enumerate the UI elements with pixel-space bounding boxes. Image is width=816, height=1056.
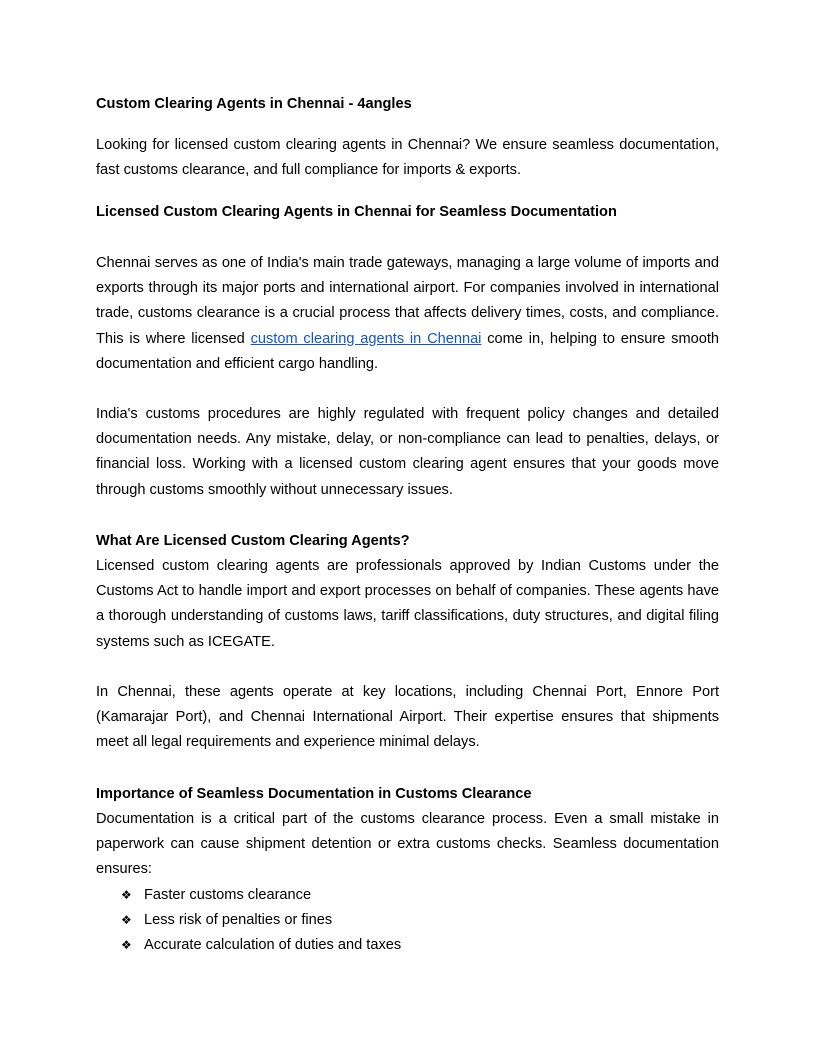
custom-clearing-agents-link[interactable]: custom clearing agents in Chennai [250,330,482,347]
section1-heading: Licensed Custom Clearing Agents in Chennai for Seamless Documentation [96,204,617,220]
benefits-list [96,883,719,959]
section1-paragraph1-text-before: Chennai serves as one of India's main trade gateways, managing a large volume of imports and exports through its major ports and international airport. For companies involved in international trade, customs clearance is a crucial process that affects delivery times, costs, and compliance. This is where licensed [96,255,719,347]
section3-heading: Importance of Seamless Documentation in Customs Clearance [96,786,532,802]
section3-paragraph1: Documentation is a critical part of the customs clearance process. Even a small mistake in paperwork can cause shipment detention or extra customs checks. Seamless documentation ensures: [96,811,719,878]
intro-paragraph: Looking for licensed custom clearing agents in Chennai? We ensure seamless documentation, fast customs clearance, and full compliance for imports & exports. [96,137,719,179]
list-item-text: Faster customs clearance [144,887,312,903]
diamond-bullet-icon: ❖ [121,938,132,953]
diamond-bullet-icon: ❖ [121,888,132,902]
list-item-text: Less risk of penalties or fines [144,912,333,929]
diamond-bullet-icon: ❖ [121,913,132,928]
document-title: Custom Clearing Agents in Chennai - 4angles [96,96,412,112]
section2-heading: What Are Licensed Custom Clearing Agents? [96,533,410,549]
section1-paragraph1-text-after: come in, helping to ensure smooth documentation and efficient cargo handling. [96,330,720,372]
list-item [96,933,719,958]
section2-paragraph1: Licensed custom clearing agents are professionals approved by Indian Customs under the Customs Act to handle import and export processes on behalf of companies. These agents have a thorough understanding of customs laws, tariff classifications, duty structures, and digital filing systems such as ICEGATE. [96,558,719,650]
section1-paragraph2: India's customs procedures are highly regulated with frequent policy changes and detailed documentation needs. Any mistake, delay, or non-compliance can lead to penalties, delays, or financial loss. Working with a licensed custom clearing agent ensures that your goods move through customs smoothly without unnecessary issues. [96,406,719,498]
section2-paragraph2: In Chennai, these agents operate at key locations, including Chennai Port, Ennore Port (Kamarajar Port), and Chennai International Airport. Their expertise ensures that shipments meet all legal requirements and experience minimal delays. [96,684,719,751]
list-item-text: Accurate calculation of duties and taxes [144,937,402,954]
list-item [96,908,719,933]
section1-paragraph1 [96,251,719,377]
list-item [96,883,719,908]
